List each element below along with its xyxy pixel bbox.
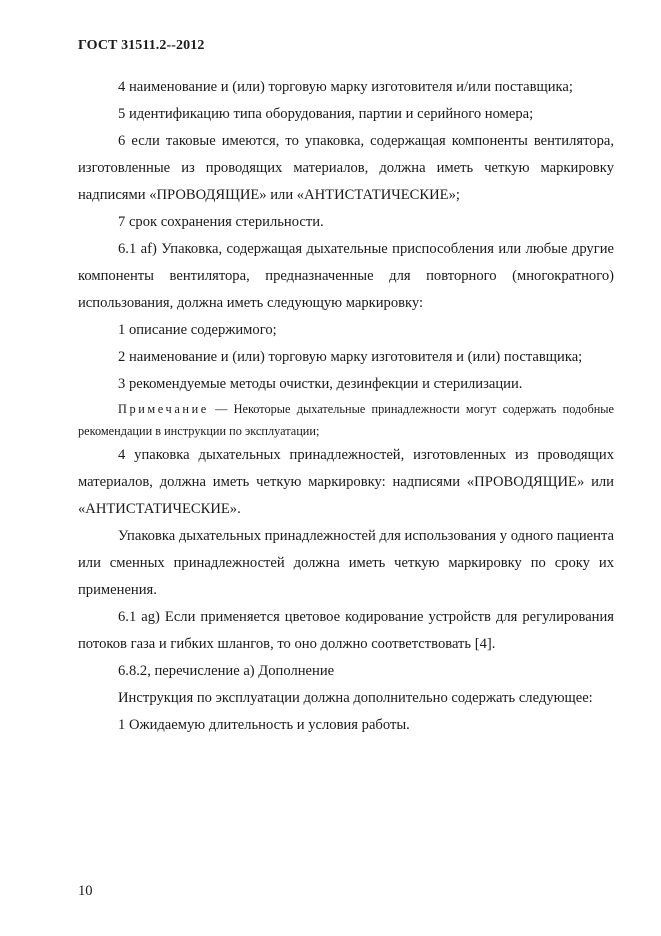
note-text: — Некоторые дыхательные принадлежности могут содержать подобные рекомендации в инструкции по эксплуатации;: [78, 402, 614, 438]
paragraph: 7 срок сохранения стерильности.: [118, 214, 324, 230]
paragraph: Упаковка дыхательных принадлежностей для использования у одного пациента или сменных принадлежностей должна иметь четкую маркировку по сроку их применения.: [78, 528, 614, 598]
paragraph: 4 упаковка дыхательных принадлежностей, изготовленных из проводящих материалов, должна иметь четкую маркировку: надписями «ПРОВОДЯЩИЕ» или «АНТИСТАТИЧЕСКИЕ».: [78, 447, 614, 517]
note-label: Примечание: [118, 402, 209, 416]
document-body: [78, 74, 614, 739]
section-reference: 6.8.2, перечисление а) Дополнение: [118, 663, 335, 679]
paragraph: 5 идентификацию типа оборудования, партии и серийного номера;: [118, 106, 534, 122]
page-number: 10: [78, 883, 93, 899]
paragraph: 4 наименование и (или) торговую марку изготовителя и/или поставщика;: [118, 79, 573, 95]
paragraph: 6.1 ag) Если применяется цветовое кодирование устройств для регулирования потоков газа и гибких шлангов, то оно должно соответствовать [4].: [78, 609, 614, 652]
paragraph: 3 рекомендуемые методы очистки, дезинфекции и стерилизации.: [118, 376, 523, 392]
paragraph: Инструкция по эксплуатации должна дополнительно содержать следующее:: [118, 690, 593, 706]
paragraph: 1 описание содержимого;: [118, 322, 277, 338]
paragraph: 2 наименование и (или) торговую марку изготовителя и (или) поставщика;: [118, 349, 583, 365]
note-paragraph: [78, 398, 614, 442]
document-code-header: ГОСТ 31511.2--2012: [78, 38, 205, 53]
paragraph: 6 если таковые имеются, то упаковка, содержащая компоненты вентилятора, изготовленные из проводящих материалов, должна иметь четкую маркировку надписями «ПРОВОДЯЩИЕ» или «АНТИСТАТИЧЕСКИЕ»;: [78, 133, 614, 203]
paragraph: 1 Ожидаемую длительность и условия работы.: [118, 717, 410, 733]
paragraph: 6.1 af) Упаковка, содержащая дыхательные приспособления или любые другие компоненты вентилятора, предназначенные для повторного (многократного) использования, должна иметь следующую маркировку:: [78, 241, 614, 311]
